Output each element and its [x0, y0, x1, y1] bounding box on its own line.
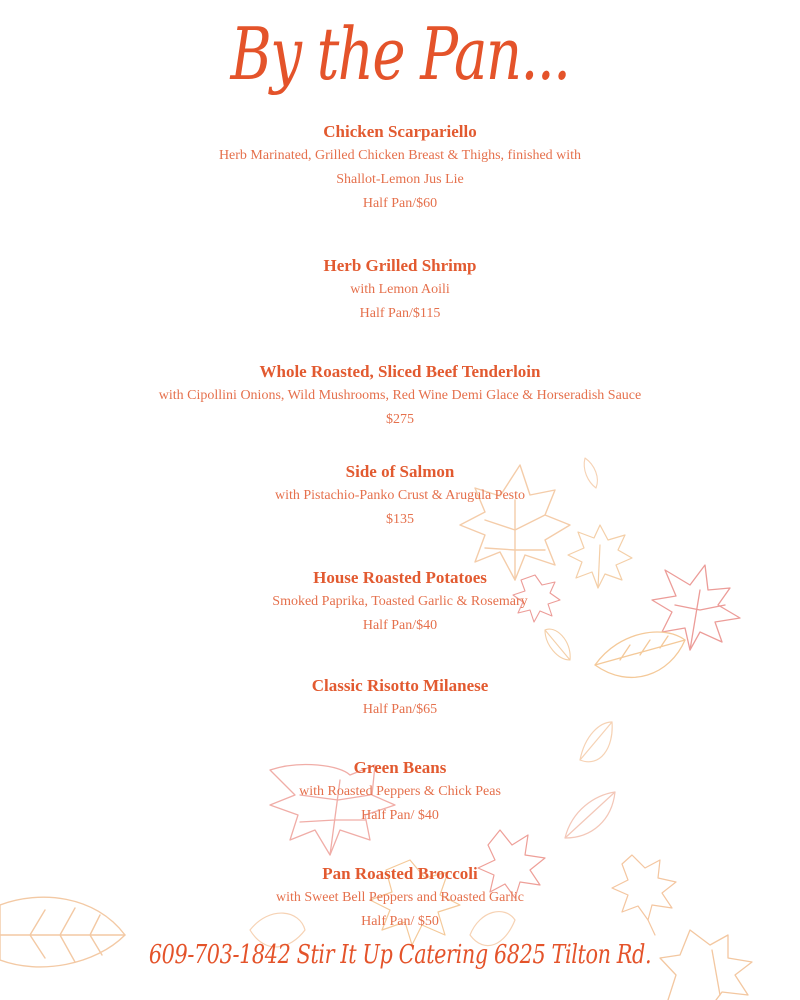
menu-item [0, 756, 800, 862]
menu-item [0, 360, 800, 460]
menu-item [0, 674, 800, 756]
menu-item [0, 460, 800, 566]
item-name: Green Beans [353, 758, 447, 777]
item-name: Pan Roasted Broccoli [322, 864, 478, 883]
page-title: By the Pan... [230, 12, 570, 96]
item-price: Half Pan/$40 [362, 618, 438, 633]
item-description: with Pistachio-Panko Crust & Arugula Pesto [274, 488, 526, 503]
item-price: $275 [386, 412, 414, 427]
item-description: with Lemon Aoili [350, 282, 450, 297]
item-description: Shallot-Lemon Jus Lie [336, 172, 464, 187]
item-name: Side of Salmon [345, 462, 455, 481]
item-description: with Roasted Peppers & Chick Peas [299, 784, 501, 799]
item-price: Half Pan/$65 [362, 702, 438, 717]
item-name: Chicken Scarpariello [323, 122, 477, 141]
menu-item [0, 566, 800, 674]
menu-item [0, 254, 800, 360]
item-name: Classic Risotto Milanese [311, 676, 489, 695]
item-name: House Roasted Potatoes [313, 568, 487, 587]
item-name: Whole Roasted, Sliced Beef Tenderloin [259, 362, 541, 381]
menu-item [0, 120, 800, 254]
item-price: Half Pan/$115 [359, 306, 441, 321]
item-description: Herb Marinated, Grilled Chicken Breast & Thighs, finished with [218, 148, 582, 163]
menu-list [0, 120, 800, 942]
item-description: with Cipollini Onions, Wild Mushrooms, Red Wine Demi Glace & Horseradish Sauce [158, 388, 642, 403]
item-price: Half Pan/ $40 [361, 808, 439, 823]
footer-contact: 609-703-1842 Stir It Up Catering 6825 Tilton Rd. [148, 940, 652, 970]
item-price: $135 [386, 512, 414, 527]
item-price: Half Pan/$60 [362, 196, 438, 211]
item-description: Smoked Paprika, Toasted Garlic & Rosemary [272, 594, 528, 609]
item-name: Herb Grilled Shrimp [323, 256, 477, 275]
item-price: Half Pan/ $50 [361, 914, 439, 929]
menu-item [0, 862, 800, 942]
item-description: with Sweet Bell Peppers and Roasted Garlic [275, 890, 525, 905]
